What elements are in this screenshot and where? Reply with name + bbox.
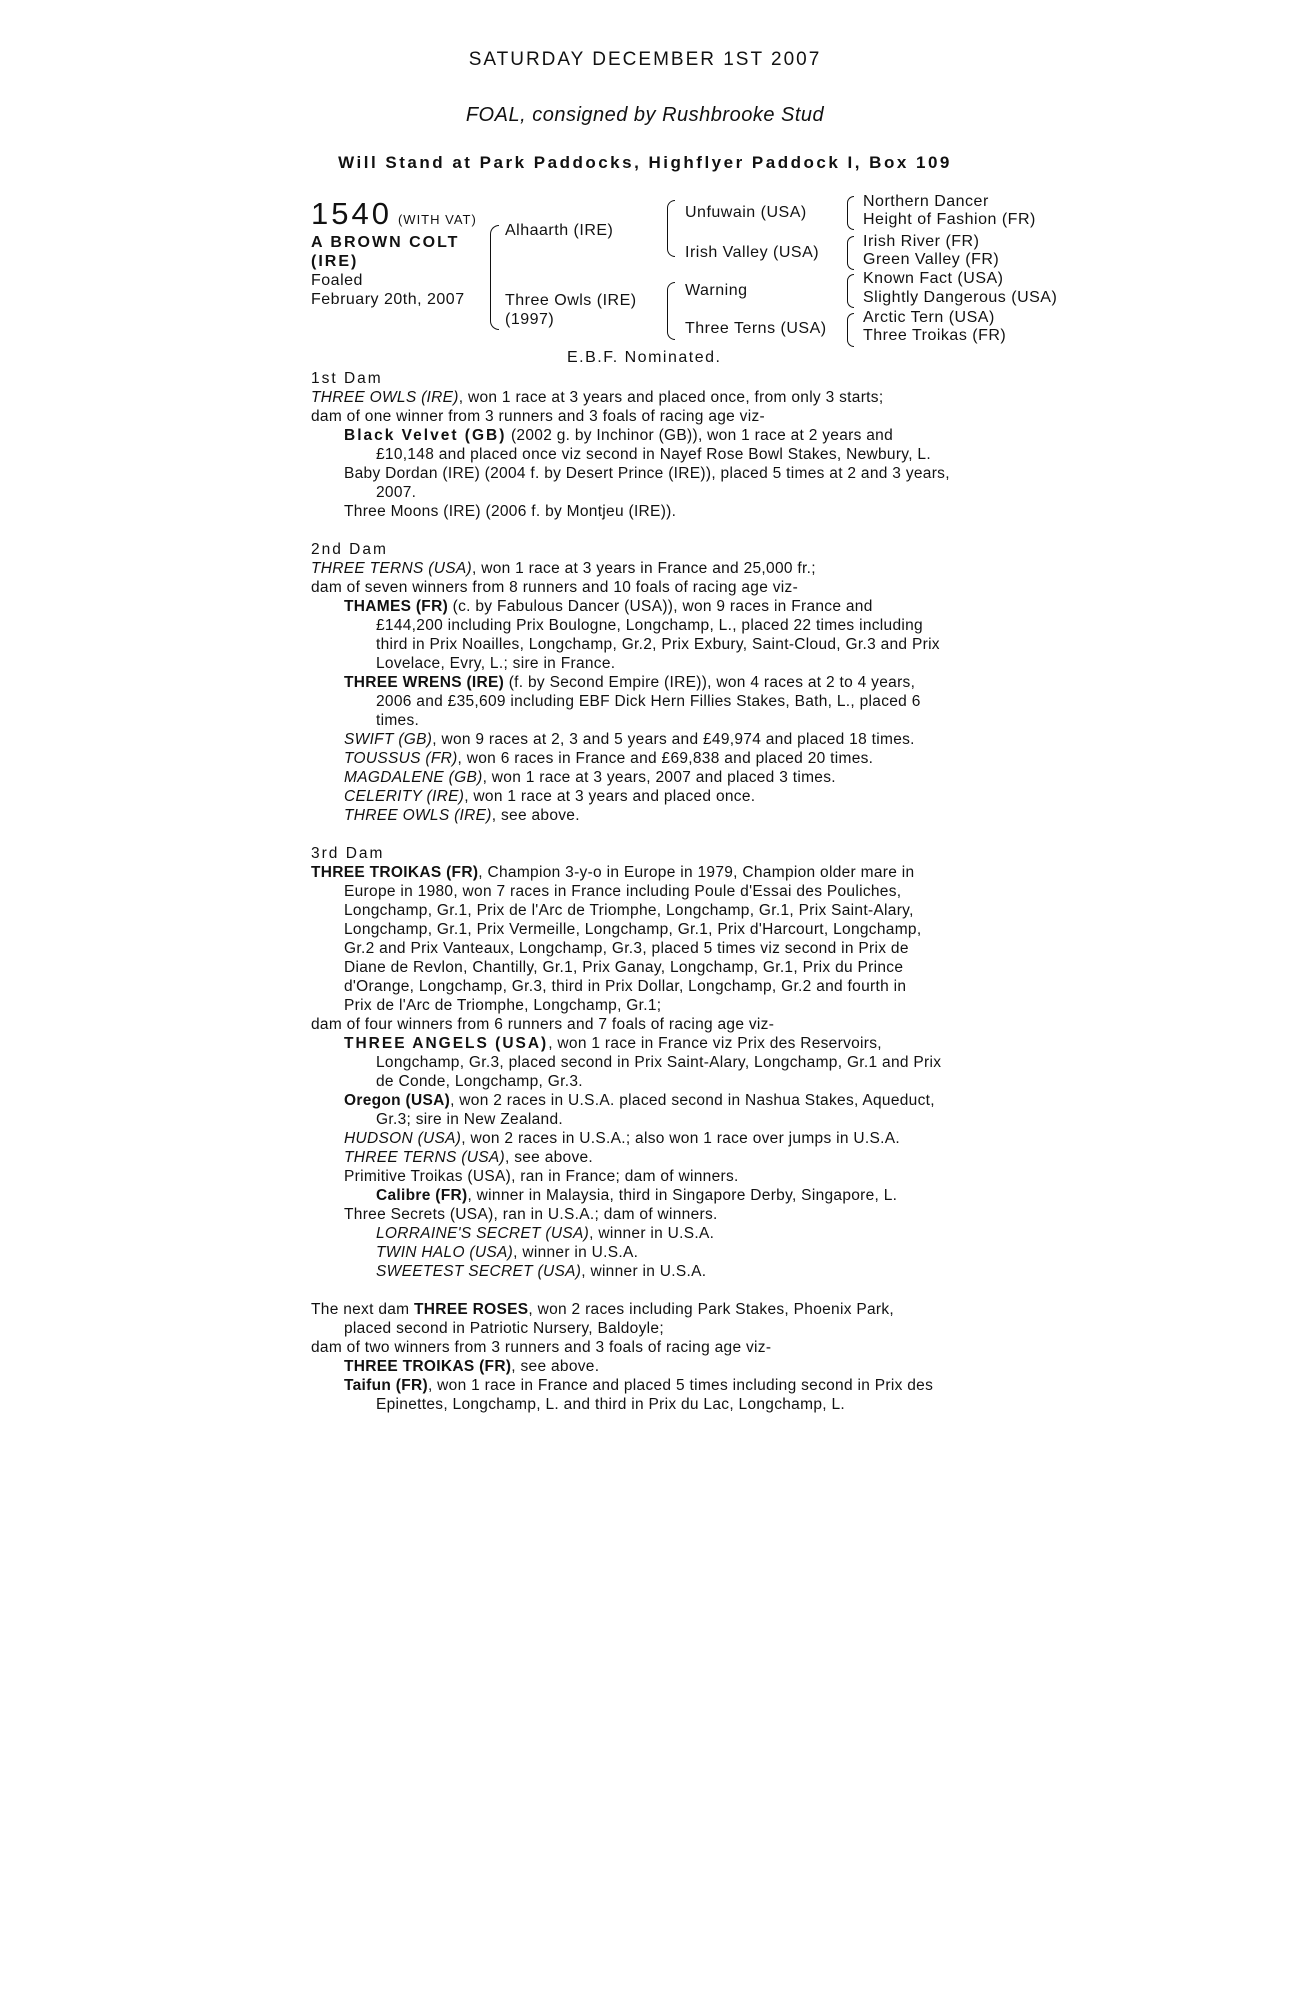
third-dam-line: d'Orange, Longchamp, Gr.3, third in Prix Dollar, Longchamp, Gr.2 and fourth in [344,978,907,995]
third-dam-line: Prix de l'Arc de Triomphe, Longchamp, Gr.1; [344,997,662,1014]
next-dam-line: Epinettes, Longchamp, L. and third in Prix du Lac, Longchamp, L. [376,1396,845,1413]
next-dam-line: dam of two winners from 3 runners and 3 foals of racing age viz- [311,1339,772,1356]
second-dam-heading: 2nd Dam [311,541,388,558]
first-dam-line: Baby Dordan (IRE) (2004 f. by Desert Prince (IRE)), placed 5 times at 2 and 3 years, [344,465,950,482]
second-dam-line: Lovelace, Evry, L.; sire in France. [376,655,616,672]
next-dam-line: Taifun (FR), won 1 race in France and placed 5 times including second in Prix des [344,1377,934,1394]
dam-sire: Warning [685,282,748,299]
second-dam-line: THREE TERNS (USA), won 1 race at 3 years in France and 25,000 fr.; [311,560,816,577]
gg-sire-3: Known Fact (USA) [863,270,1004,287]
third-dam-line: Longchamp, Gr.3, placed second in Prix Saint-Alary, Longchamp, Gr.1 and Prix [376,1054,942,1071]
third-dam-line: Europe in 1980, won 7 races in France including Poule d'Essai des Pouliches, [344,883,902,900]
catalogue-body [311,369,981,1414]
sire-sire: Unfuwain (USA) [685,204,807,221]
first-dam-line: £10,148 and placed once viz second in Nayef Rose Bowl Stakes, Newbury, L. [376,446,931,463]
second-dam-line: third in Prix Noailles, Longchamp, Gr.2, Prix Exbury, Saint-Cloud, Gr.3 and Prix [376,636,940,653]
next-dam-line: The next dam THREE ROSES, won 2 races including Park Stakes, Phoenix Park, [311,1301,895,1318]
second-dam-line: SWIFT (GB), won 9 races at 2, 3 and 5 years and £49,974 and placed 18 times. [344,731,915,748]
third-dam-line: THREE ANGELS (USA), won 1 race in France viz Prix des Reservoirs, [344,1035,882,1052]
third-dam-line: THREE TERNS (USA), see above. [344,1149,594,1166]
gg-dam-4: Three Troikas (FR) [863,327,1007,344]
first-dam-line: 2007. [376,484,417,501]
third-dam-line: Oregon (USA), won 2 races in U.S.A. placed second in Nashua Stakes, Aqueduct, [344,1092,935,1109]
third-dam-line: Primitive Troikas (USA), ran in France; dam of winners. [344,1168,739,1185]
consignor-line: FOAL, consigned by Rushbrooke Stud [465,104,825,126]
third-dam-line: TWIN HALO (USA), winner in U.S.A. [376,1244,639,1261]
lot-description-origin: (IRE) [311,253,359,270]
second-dam-line: times. [376,712,420,729]
third-dam-line: LORRAINE'S SECRET (USA), winner in U.S.A. [376,1225,715,1242]
third-dam-line: Longchamp, Gr.1, Prix de l'Arc de Triomphe, Longchamp, Gr.1, Prix Saint-Alary, [344,902,914,919]
third-dam-line: Three Secrets (USA), ran in U.S.A.; dam of winners. [344,1206,718,1223]
ebf-nominated: E.B.F. Nominated. [567,349,722,366]
next-dam-line: THREE TROIKAS (FR), see above. [344,1358,600,1375]
third-dam-line: de Conde, Longchamp, Gr.3. [376,1073,583,1090]
sire-dam: Irish Valley (USA) [685,244,820,261]
lot-number: 1540 [311,196,392,231]
stand-location: Will Stand at Park Paddocks, Highflyer Paddock I, Box 109 [338,153,952,172]
third-dam-line: SWEETEST SECRET (USA), winner in U.S.A. [376,1263,707,1280]
gg-sire-4: Arctic Tern (USA) [863,309,995,326]
gg-dam-1: Height of Fashion (FR) [863,211,1036,228]
second-dam-line: THAMES (FR) (c. by Fabulous Dancer (USA)), won 9 races in France and [344,598,873,615]
first-dam-heading: 1st Dam [311,370,383,387]
third-dam-line: THREE TROIKAS (FR), Champion 3-y-o in Europe in 1979, Champion older mare in [311,864,915,881]
third-dam-line: Gr.3; sire in New Zealand. [376,1111,563,1128]
gg-sire-1: Northern Dancer [863,193,989,210]
foaled-date: February 20th, 2007 [311,291,465,308]
third-dam-line: Calibre (FR), winner in Malaysia, third in Singapore Derby, Singapore, L. [376,1187,898,1204]
dam-name: Three Owls (IRE) [505,292,637,309]
lot-description: A BROWN COLT [311,234,460,251]
pedigree-brace-3c [847,274,854,308]
third-dam-line: Longchamp, Gr.1, Prix Vermeille, Longchamp, Gr.1, Prix d'Harcourt, Longchamp, [344,921,922,938]
lot-number-block [311,196,477,232]
foaled-label: Foaled [311,272,363,289]
pedigree-brace-1 [490,225,499,330]
second-dam-line: THREE WRENS (IRE) (f. by Second Empire (IRE)), won 4 races at 2 to 4 years, [344,674,916,691]
second-dam-line: THREE OWLS (IRE), see above. [344,807,580,824]
dam-dam: Three Terns (USA) [685,320,827,337]
third-dam-heading: 3rd Dam [311,845,385,862]
gg-dam-3: Slightly Dangerous (USA) [863,289,1058,306]
second-dam-line: dam of seven winners from 8 runners and 10 foals of racing age viz- [311,579,799,596]
pedigree-brace-2b [667,282,675,340]
third-dam-line: HUDSON (USA), won 2 races in U.S.A.; also won 1 race over jumps in U.S.A. [344,1130,900,1147]
vat-label: (WITH VAT) [397,212,477,227]
pedigree-brace-3d [847,313,854,347]
second-dam-line: 2006 and £35,609 including EBF Dick Hern Fillies Stakes, Bath, L., placed 6 [376,693,921,710]
dam-year: (1997) [505,311,555,328]
third-dam-line: Gr.2 and Prix Vanteaux, Longchamp, Gr.3, placed 5 times viz second in Prix de [344,940,909,957]
pedigree-brace-3a [847,196,854,230]
sale-date: SATURDAY DECEMBER 1ST 2007 [468,49,822,70]
pedigree-brace-2a [667,200,675,257]
gg-sire-2: Irish River (FR) [863,233,980,250]
second-dam-line: CELERITY (IRE), won 1 race at 3 years and placed once. [344,788,756,805]
third-dam-line: dam of four winners from 6 runners and 7 foals of racing age viz- [311,1016,775,1033]
first-dam-line: THREE OWLS (IRE), won 1 race at 3 years and placed once, from only 3 starts; [311,389,884,406]
first-dam-line: Three Moons (IRE) (2006 f. by Montjeu (IRE)). [344,503,677,520]
next-dam-line: placed second in Patriotic Nursery, Baldoyle; [344,1320,664,1337]
first-dam-line: Black Velvet (GB) (2002 g. by Inchinor (GB)), won 1 race at 2 years and [344,427,894,444]
third-dam-line: Diane de Revlon, Chantilly, Gr.1, Prix Ganay, Longchamp, Gr.1, Prix du Prince [344,959,904,976]
second-dam-line: £144,200 including Prix Boulogne, Longchamp, L., placed 22 times including [376,617,923,634]
second-dam-line: TOUSSUS (FR), won 6 races in France and £69,838 and placed 20 times. [344,750,874,767]
first-dam-line: dam of one winner from 3 runners and 3 foals of racing age viz- [311,408,765,425]
second-dam-line: MAGDALENE (GB), won 1 race at 3 years, 2007 and placed 3 times. [344,769,836,786]
sire-name: Alhaarth (IRE) [505,222,614,239]
gg-dam-2: Green Valley (FR) [863,251,1000,268]
pedigree-brace-3b [847,236,854,270]
